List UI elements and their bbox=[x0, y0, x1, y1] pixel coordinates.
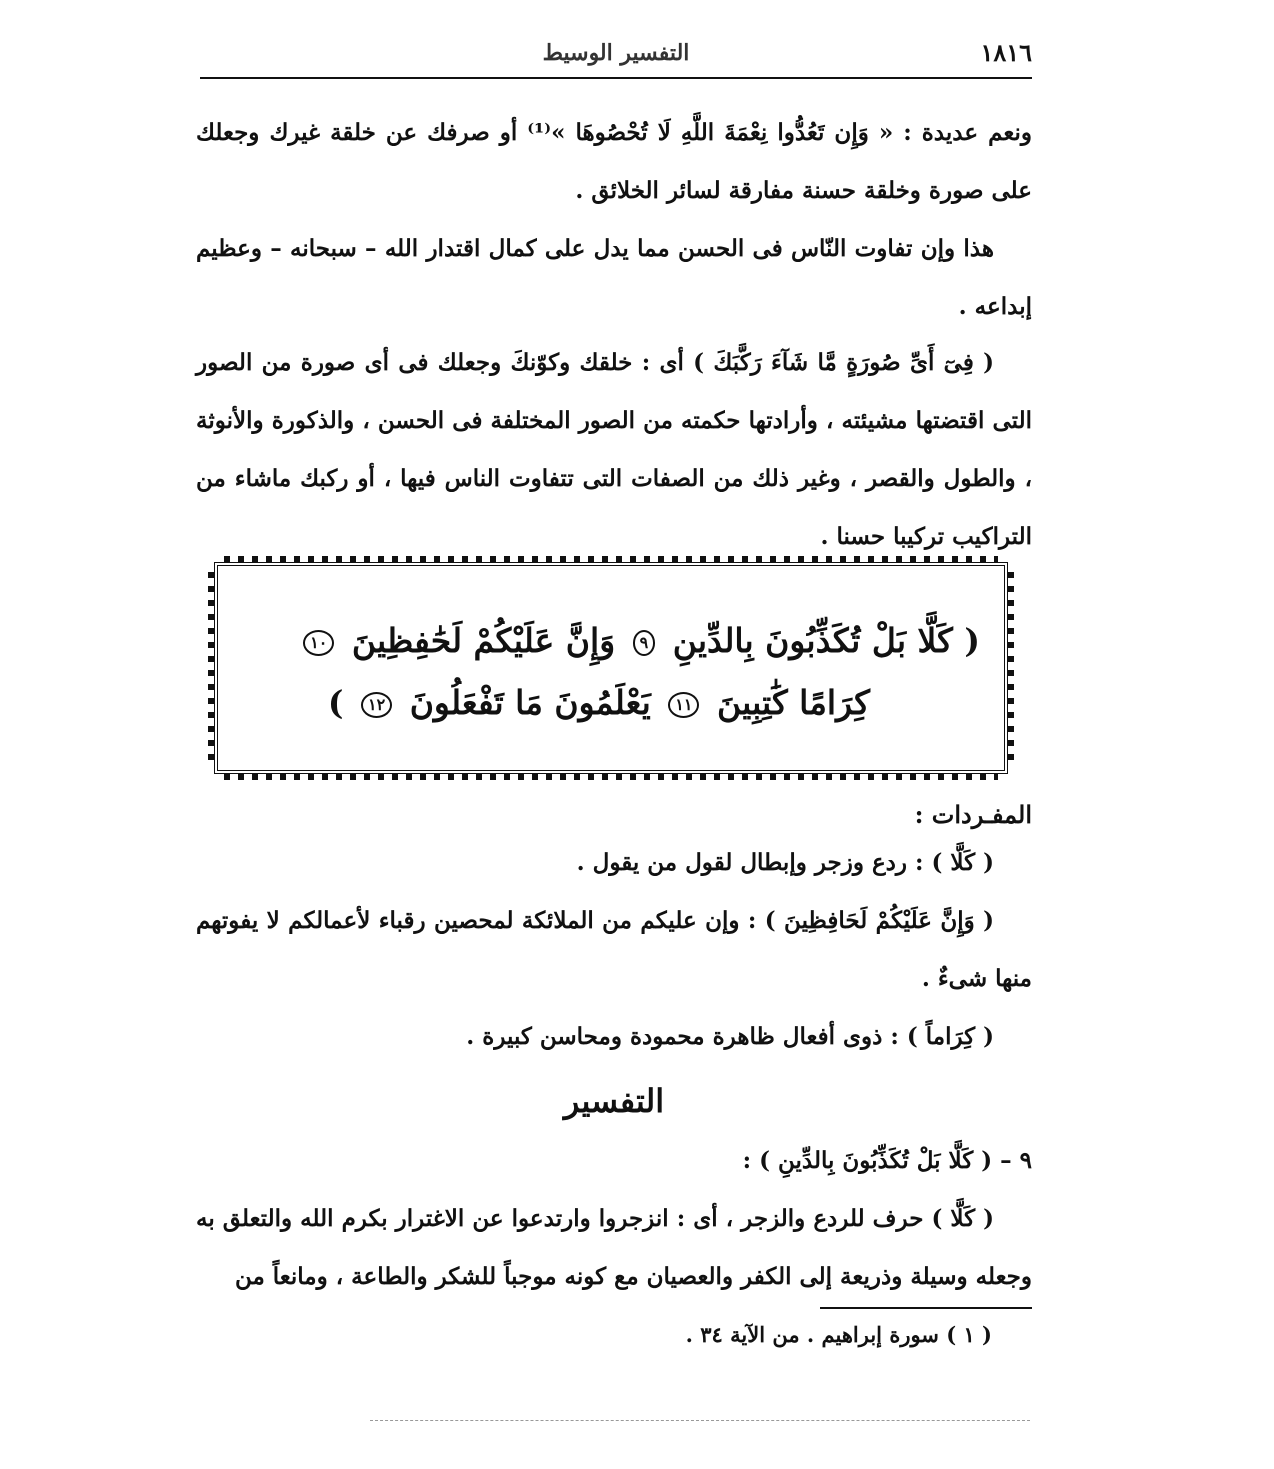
frame-ornament-right bbox=[1008, 572, 1014, 764]
verse-number-marker: ١١ bbox=[668, 692, 699, 718]
verse-segment: يَعْلَمُونَ مَا تَفْعَلُونَ bbox=[409, 683, 651, 722]
footnote-rule bbox=[820, 1307, 1032, 1309]
explanation-paragraph: ( فِىٓ أَىِّ صُورَةٍ مَّا شَآءَ رَكَّبَكَ ) أى : خلقك وكوّنكَ وجعلك فى أى صورة من الصور التى اقتضتها مشيئته ، وأرادتها حكمته من الصور المختلفة فى الحسن ، والذكورة والأنوثة ، والطول والقصر ، وغير ذلك من الصفات التى تتفاوت الناس فيها ، أو ركبك ماشاء من التراكيب تركيبا حسنا . bbox=[196, 349, 1032, 550]
verse-segment: ) bbox=[327, 683, 344, 722]
frame-ornament-left bbox=[208, 572, 214, 764]
vocabulary-list bbox=[196, 834, 1032, 1066]
verse-segment: كِرَامًا كَٰتِبِينَ bbox=[716, 683, 870, 722]
header-rule bbox=[200, 77, 1032, 79]
verse-text bbox=[242, 610, 980, 734]
page-header bbox=[200, 38, 1032, 78]
running-title: التفسير الوسيط bbox=[542, 40, 690, 66]
explanation-block bbox=[196, 334, 1032, 566]
vocabulary-item: ( كَلَّا ) : ردع وزجر وإبطال لقول من يقول . bbox=[576, 849, 994, 876]
tafsir-block bbox=[196, 1132, 1032, 1306]
verse-segment: ( كَلَّا بَلْ تُكَذِّبُونَ بِالدِّينِ bbox=[672, 621, 980, 660]
page-number: ١٨١٦ bbox=[980, 38, 1032, 67]
verse-line-2 bbox=[242, 672, 980, 734]
vocabulary-item: ( وَإِنَّ عَلَيْكُمْ لَحَافِظِينَ ) : وإن عليكم من الملائكة لمحصين رقباء لأعمالكم لا يفوتهم منها شىءٌ . bbox=[196, 907, 1032, 992]
intro-paragraph-2: هذا وإن تفاوت النّاس فى الحسن مما يدل على كمال اقتدار الله – سبحانه – وعظيم إبداعه . bbox=[196, 235, 1032, 320]
footnote: ( ١ ) سورة إبراهيم . من الآية ٣٤ . bbox=[685, 1322, 992, 1347]
tafsir-heading: التفسير bbox=[563, 1082, 665, 1120]
verse-line-1 bbox=[242, 610, 980, 672]
intro-block bbox=[196, 104, 1032, 336]
vocabulary-item: ( كِرَاماً ) : ذوى أفعال ظاهرة محمودة ومحاسن كبيرة . bbox=[466, 1023, 994, 1050]
verse-frame bbox=[214, 562, 1008, 774]
vocabulary-heading: المفـردات : bbox=[914, 800, 1032, 829]
verse-number-marker: ١٠ bbox=[303, 630, 334, 656]
verse-segment: وَإِنَّ عَلَيْكُمْ لَحَٰفِظِينَ bbox=[351, 621, 616, 660]
verse-number-marker: ١٢ bbox=[361, 692, 392, 718]
tafsir-paragraph: ( كَلَّا ) حرف للردع والزجر ، أى : انزجروا وارتدعوا عن الاغترار بكرم الله والتعلق به وجعله وسيلة وذريعة إلى الكفر والعصيان مع كونه موجباً للشكر والطاعة ، ومانعاً من bbox=[196, 1205, 1032, 1290]
intro-paragraph-1: ونعم عديدة : « وَإِن تَعُدُّوا نِعْمَةَ اللَّهِ لَا تُحْصُوهَا »⁽¹⁾ أو صرفك عن خلقة غيرك وجعلك على صورة وخلقة حسنة مفارقة لسائر الخلائق . bbox=[196, 119, 1032, 204]
tafsir-verse-reference: ٩ – ( كَلَّا بَلْ تُكَذِّبُونَ بِالدِّينِ ) : bbox=[742, 1147, 1032, 1174]
bottom-rule bbox=[370, 1420, 1030, 1421]
verse-number-marker: ٩ bbox=[633, 630, 656, 656]
